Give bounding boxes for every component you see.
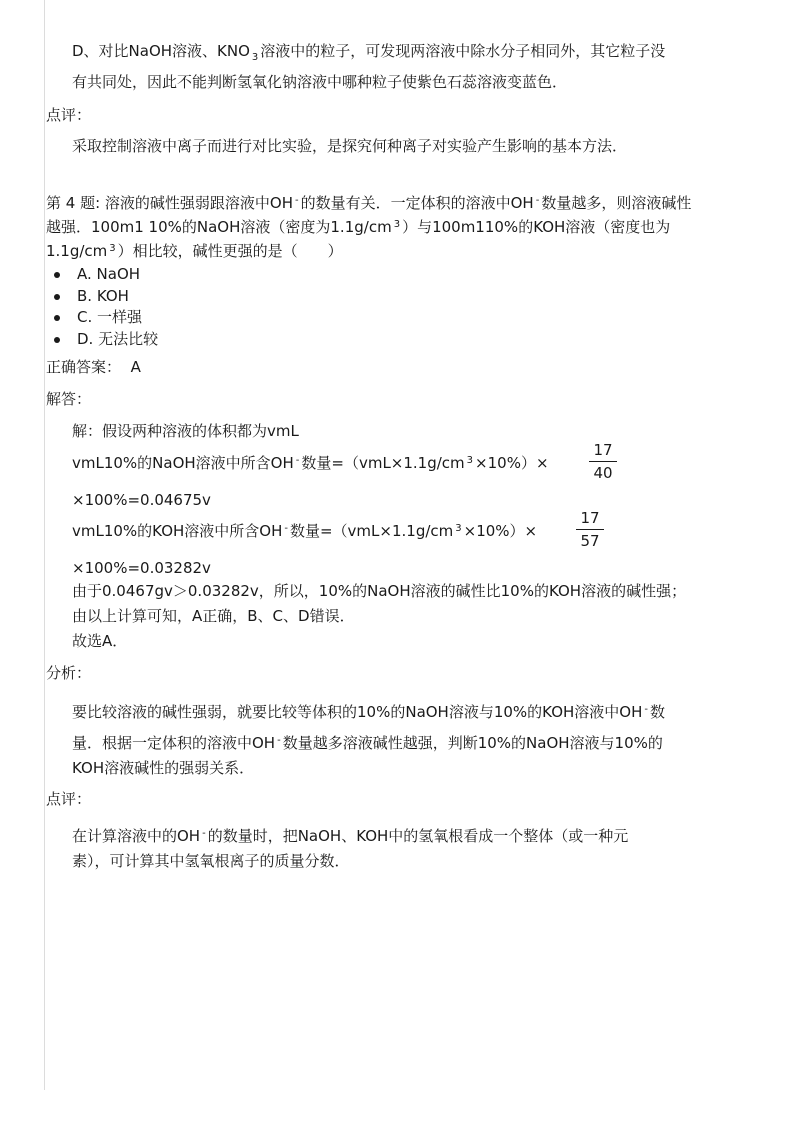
- superscript: 3: [393, 219, 401, 230]
- text: ）与100m110%的KOH溶液（密度也为: [402, 218, 671, 236]
- superscript: -: [295, 455, 300, 466]
- solution-line4: [72, 520, 537, 545]
- fraction-numerator: 17: [593, 441, 613, 459]
- fraction-17-57: [576, 509, 604, 550]
- superscript: 3: [466, 455, 474, 466]
- answer-label: 正确答案：: [46, 358, 122, 376]
- text: D、对比NaOH溶液、KNO: [72, 42, 250, 60]
- text: 溶液中的粒子，可发现两溶液中除水分子相同外，其它粒子没: [260, 42, 666, 60]
- text: ×10%）×: [475, 454, 549, 472]
- comment-line2: 素），可计算其中氢氧根离子的质量分数．: [72, 852, 350, 870]
- text: ×10%）×: [463, 522, 538, 540]
- superscript: -: [295, 195, 299, 206]
- option-a[interactable]: A. NaOH: [46, 264, 158, 286]
- superscript: -: [535, 195, 540, 206]
- superscript: -: [644, 704, 648, 715]
- text: 第 4 题: 溶液的碱性强弱跟溶液中OH: [46, 194, 293, 212]
- solution-line6: 由于0.0467gv＞0.03282v，所以，10%的NaOH溶液的碱性比10%的KOH溶液的碱性强；: [72, 582, 687, 600]
- prev-analysis-d-line1: [72, 40, 665, 65]
- prev-analysis-d-line2: 有共同处，因此不能判断氢氧化钠溶液中哪种粒子使紫色石蕊溶液变蓝色．: [72, 73, 568, 91]
- text: 数量越多，则溶液碱性: [541, 194, 692, 212]
- fraction-bar: [576, 529, 604, 530]
- fraction-denominator: 40: [593, 464, 613, 482]
- solution-label: 解答：: [46, 390, 92, 408]
- analysis-label: 分析：: [46, 664, 92, 682]
- superscript: 3: [109, 243, 116, 254]
- options-list: [46, 264, 158, 350]
- analysis-line3: KOH溶液碱性的强弱关系．: [72, 759, 255, 777]
- text: 越强．100m1 10%的NaOH溶液（密度为1.1g/cm: [46, 218, 392, 236]
- analysis-line2: [72, 732, 663, 757]
- text: 数量=（vmL×1.1g/cm: [301, 454, 465, 472]
- superscript: -: [277, 735, 281, 746]
- superscript: -: [202, 828, 206, 839]
- solution-line1: 解：假设两种溶液的体积都为vmL: [72, 422, 299, 440]
- answer-value: A: [130, 358, 141, 376]
- subscript: 3: [251, 52, 259, 63]
- prev-comment-label: 点评：: [46, 106, 92, 124]
- text: 的数量有关．一定体积的溶液中OH: [300, 194, 534, 212]
- left-margin-line: [44, 0, 45, 1090]
- solution-line5: ×100%=0.03282v: [72, 559, 211, 577]
- text: 在计算溶液中的OH: [72, 827, 201, 845]
- question-stem-line1: [46, 192, 691, 217]
- text: vmL10%的NaOH溶液中所含OH: [72, 454, 294, 472]
- correct-answer: [46, 356, 141, 378]
- solution-line8: 故选A．: [72, 632, 128, 650]
- option-b[interactable]: B. KOH: [46, 286, 158, 308]
- text: 1.1g/cm: [46, 242, 108, 260]
- option-c[interactable]: C. 一样强: [46, 307, 158, 329]
- fraction-17-40: [589, 441, 617, 482]
- text: 要比较溶液的碱性强弱，就要比较等体积的10%的NaOH溶液与10%的KOH溶液中OH: [72, 703, 643, 721]
- text: 的数量时，把NaOH、KOH中的氢氧根看成一个整体（或一种元: [207, 827, 629, 845]
- text: 量．根据一定体积的溶液中OH: [72, 734, 276, 752]
- text: 数量越多溶液碱性越强，判断10%的NaOH溶液与10%的: [282, 734, 663, 752]
- superscript: -: [284, 523, 288, 534]
- comment-label: 点评：: [46, 790, 92, 808]
- question-stem-line3: [46, 240, 343, 265]
- text: 数: [649, 703, 665, 721]
- fraction-numerator: 17: [580, 509, 600, 527]
- text: vmL10%的KOH溶液中所含OH: [72, 522, 283, 540]
- prev-comment-text: 采取控制溶液中离子而进行对比实验，是探究何种离子对实验产生影响的基本方法．: [72, 137, 628, 155]
- solution-line3: ×100%=0.04675v: [72, 491, 211, 509]
- solution-line7: 由以上计算可知，A正确，B、C、D错误．: [72, 607, 355, 625]
- question-stem-line2: [46, 216, 670, 241]
- analysis-line1: [72, 701, 665, 726]
- fraction-bar: [589, 461, 617, 462]
- text: 数量=（vmL×1.1g/cm: [289, 522, 454, 540]
- comment-line1: [72, 825, 628, 850]
- fraction-denominator: 57: [580, 532, 600, 550]
- superscript: 3: [455, 523, 462, 534]
- solution-line2: [72, 452, 549, 477]
- text: ）相比较，碱性更强的是（ ）: [117, 242, 343, 260]
- option-d[interactable]: D. 无法比较: [46, 329, 158, 351]
